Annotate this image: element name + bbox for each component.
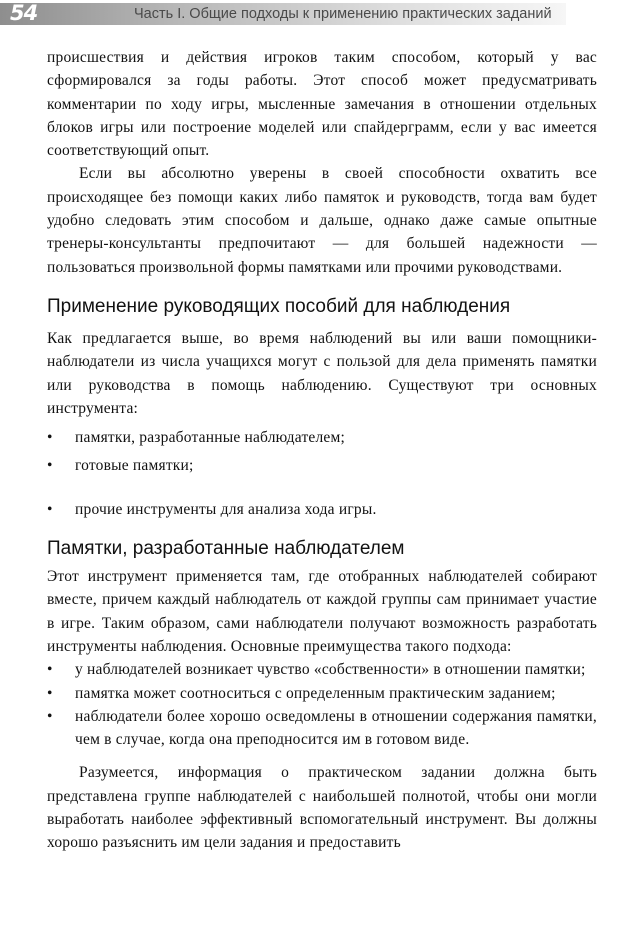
section-heading-observer-memos: Памятки, разработанные наблюдателем: [47, 538, 405, 560]
page-body: [47, 46, 597, 855]
paragraph-3: Как предлагается выше, во время наблюдений вы или ваши помощники-наблюдатели из числа учащихся могут с пользой для дела применять памятки или руководства в помощь наблюдению. Существуют три основных инструмента:: [47, 329, 597, 417]
paragraph-2: Если вы абсолютно уверены в своей способности охватить все происходящее без помощи каких либо памяток и руководств, тогда вам будет удобно следовать этим способом и дальше, однако даже самые опытные тренеры-консультанты предпочитают — для большей надежности — пользоваться произвольной формы памятками или прочими руководствами.: [47, 165, 597, 276]
list-item: • готовые памятки;: [47, 454, 597, 477]
running-head: Часть I. Общие подходы к применению практических заданий: [134, 6, 552, 22]
bullet-icon: •: [47, 500, 53, 518]
bullet-icon: •: [47, 457, 53, 475]
tools-list: [47, 426, 597, 521]
bullet-icon: •: [47, 429, 53, 447]
bullet-icon: •: [47, 684, 53, 702]
list-item: • прочие инструменты для анализа хода игры.: [47, 498, 597, 521]
list-item: • памятки, разработанные наблюдателем;: [47, 426, 597, 449]
bullet-icon: •: [47, 661, 53, 679]
paragraph-5: Разумеется, информация о практическом задании должна быть представлена группе наблюдателей с наибольшей полнотой, чтобы они могли выработать наиболее эффективный вспомогательный инструмент. Вы должны хорошо разъяснить им цели задания и предоставить: [47, 764, 597, 852]
page-number: 54: [10, 1, 38, 25]
paragraph-4: Этот инструмент применяется там, где отобранных наблюдателей собирают вместе, причем каждый наблюдатель от каждой группы сам принимает участие в игре. Таким образом, сами наблюдатели получают возможность разработать инструменты наблюдения. Основные преимущества такого подхода:: [47, 568, 597, 655]
bullet-icon: •: [47, 707, 53, 725]
paragraph-1: происшествия и действия игроков таким способом, который у вас сформировался за годы работы. Этот способ может предусматривать комментарии по ходу игры, мысленные замечания в отношении отдельных блоков игры или построение моделей или спайдерграмм, если у вас имеется соответствующий опыт.: [47, 49, 597, 160]
list-item: • у наблюдателей возникает чувство «собственности» в отношении памятки;: [47, 658, 597, 681]
page-header: [0, 0, 620, 30]
advantages-list: [47, 658, 597, 751]
list-item: • наблюдатели более хорошо осведомлены в отношении содержания памятки, чем в случае, когда она преподносится им в готовом виде.: [47, 705, 597, 752]
list-item: • памятка может соотноситься с определенным практическим заданием;: [47, 682, 597, 705]
section-heading-guides: Применение руководящих пособий для наблюдения: [47, 295, 511, 317]
